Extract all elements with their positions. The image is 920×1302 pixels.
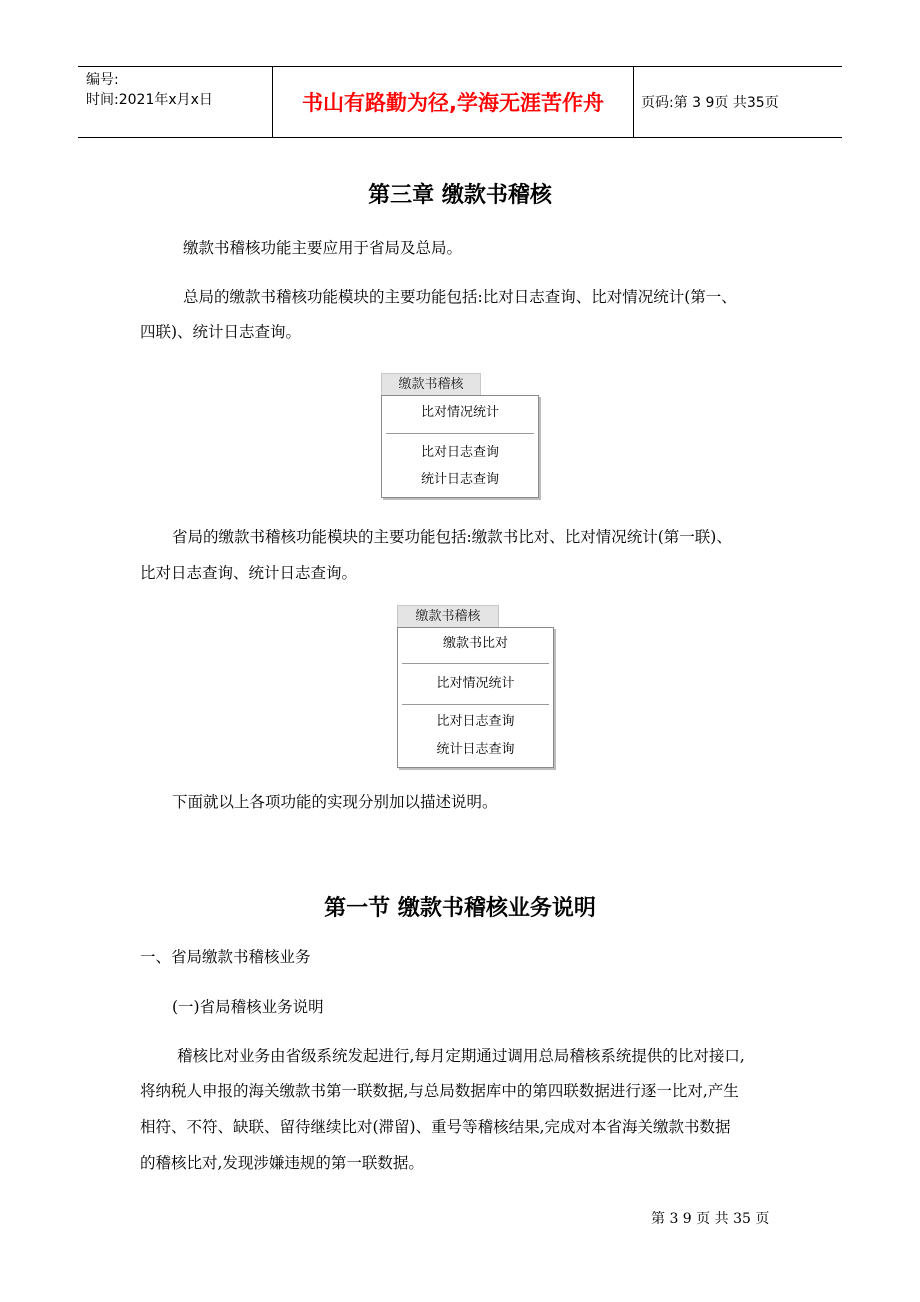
page-header [78, 66, 842, 138]
body-line-4: 的稽核比对,发现涉嫌违规的第一联数据。 [140, 1154, 424, 1172]
following-description: 下面就以上各项功能的实现分别加以描述说明。 [172, 793, 498, 811]
header-page-cell [633, 67, 842, 137]
header-date-label: 时间:2021年x月x日 [86, 92, 213, 108]
menu1-item-comparison-statistics[interactable]: 比对情况统计 [420, 405, 499, 420]
provincial-paragraph-line-1: 省局的缴款书稽核功能模块的主要功能包括:缴款书比对、比对情况统计(第一联)、 [172, 528, 732, 546]
menu2-item-comparison-log-query[interactable]: 比对日志查询 [436, 714, 515, 729]
body-line-3: 相符、不符、缺联、留待继续比对(滞留)、重号等稽核结果,完成对本省海关缴款书数据 [140, 1118, 731, 1136]
header-meta [78, 67, 272, 137]
body-line-1: 稽核比对业务由省级系统发起进行,每月定期通过调用总局稽核系统提供的比对接口, [177, 1047, 745, 1065]
menu1-item-comparison-log-query[interactable]: 比对日志查询 [420, 445, 499, 460]
menu2-dropdown [397, 627, 554, 768]
header-page-label: 页码:第 3 9页 共35页 [641, 95, 779, 111]
subheading-audit-description: (一)省局稽核业务说明 [172, 998, 324, 1016]
intro-paragraph-2-line-2: 四联)、统计日志查询。 [140, 323, 302, 341]
menu1-item-statistics-log-query[interactable]: 统计日志查询 [420, 472, 499, 487]
section-title: 第一节 缴款书稽核业务说明 [324, 896, 596, 921]
menu1-dropdown [381, 395, 539, 498]
page-footer: 第 3 9 页 共 35 页 [651, 1211, 770, 1227]
header-motto: 书山有路勤为径,学海无涯苦作舟 [302, 91, 604, 115]
subheading-provincial-audit: 一、省局缴款书稽核业务 [140, 948, 311, 966]
intro-paragraph-2-line-1: 总局的缴款书稽核功能模块的主要功能包括:比对日志查询、比对情况统计(第一、 [183, 288, 737, 306]
header-motto-cell [272, 67, 634, 137]
menu2-separator-2 [402, 704, 549, 706]
chapter-title: 第三章 缴款书稽核 [368, 183, 552, 208]
menu1-separator [386, 433, 534, 435]
menu2-item-comparison-statistics[interactable]: 比对情况统计 [436, 676, 515, 691]
menu2-item-statistics-log-query[interactable]: 统计日志查询 [436, 742, 515, 757]
menu2-separator-1 [402, 663, 549, 665]
provincial-paragraph-line-2: 比对日志查询、统计日志查询。 [140, 564, 358, 582]
header-number-label: 编号: [86, 72, 119, 88]
menu2-item-payment-comparison[interactable]: 缴款书比对 [442, 636, 508, 651]
menu1-tab[interactable]: 缴款书稽核 [381, 373, 481, 395]
body-line-2: 将纳税人申报的海关缴款书第一联数据,与总局数据库中的第四联数据进行逐一比对,产生 [140, 1082, 739, 1100]
menu2-tab[interactable]: 缴款书稽核 [397, 605, 499, 627]
intro-paragraph-1: 缴款书稽核功能主要应用于省局及总局。 [183, 239, 463, 257]
